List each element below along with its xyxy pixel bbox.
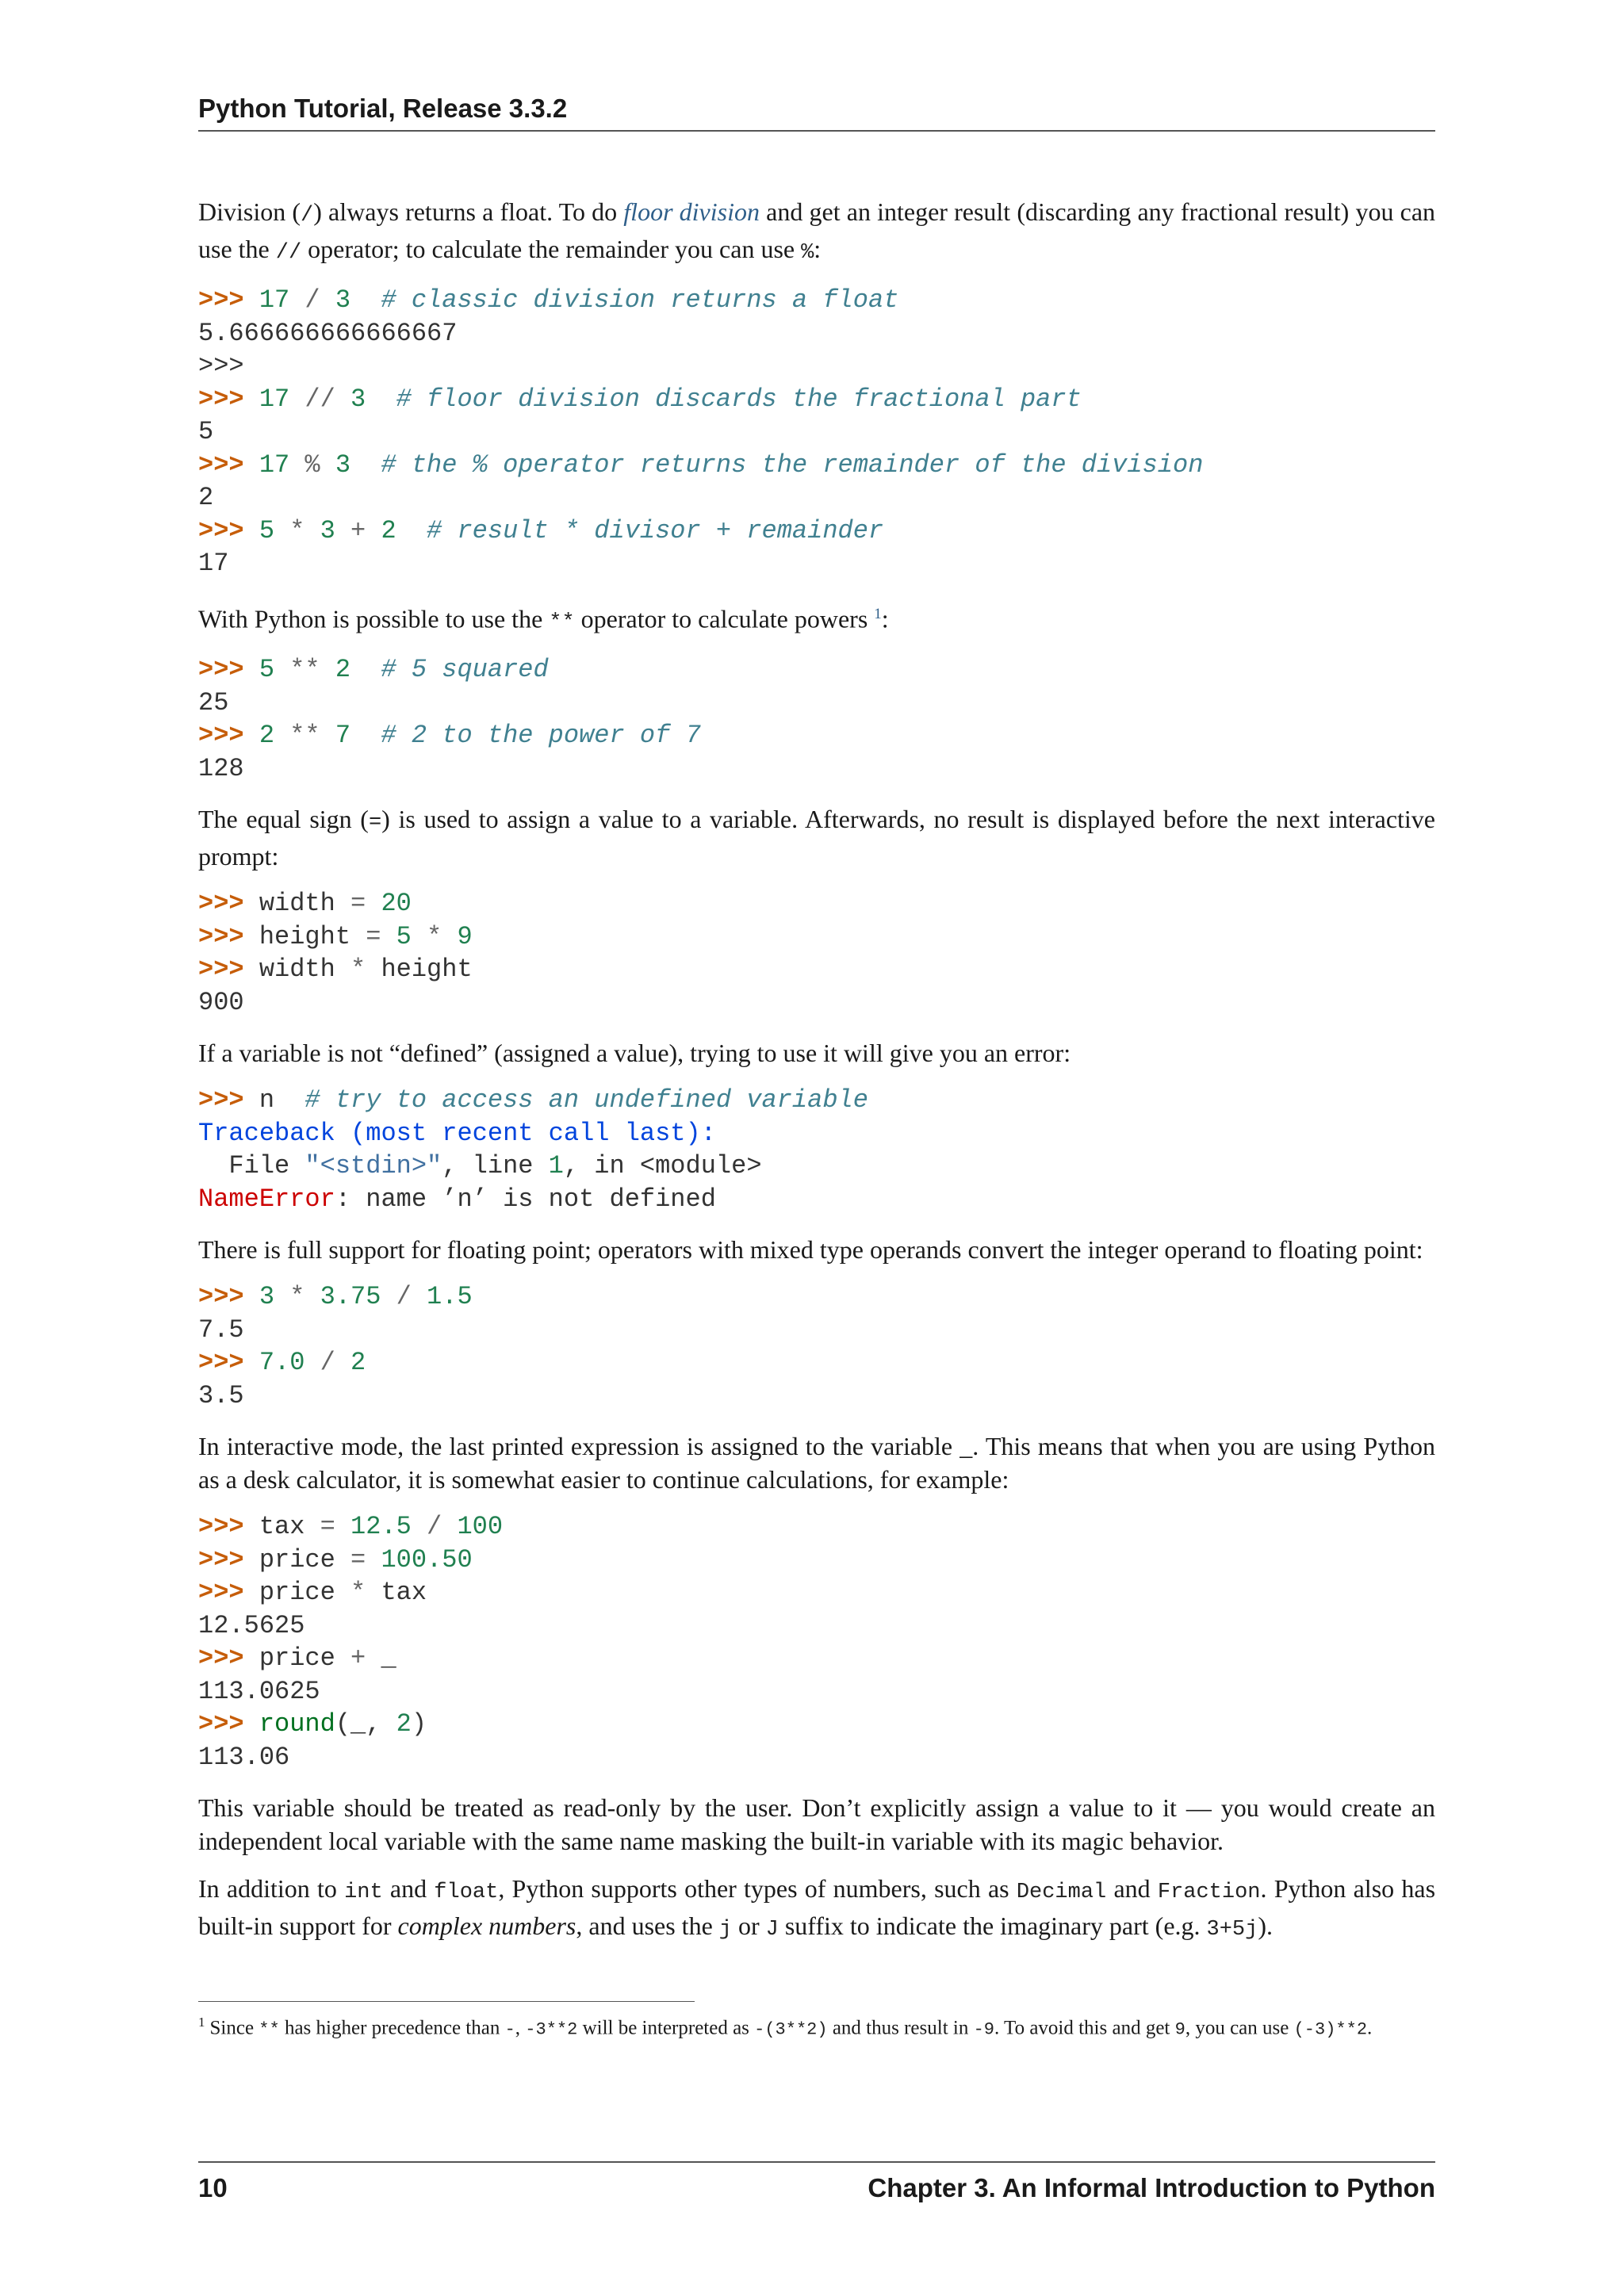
number: 3.75 (320, 1282, 381, 1312)
text: will be interpreted as (577, 2017, 755, 2039)
number: 100.50 (381, 1544, 473, 1575)
paragraph-interactive-mode (198, 1429, 1435, 1496)
text: has higher precedence than (279, 2017, 505, 2039)
number: 3 (259, 1282, 275, 1312)
paragraph-powers (198, 598, 1435, 640)
prompt: >>> (198, 384, 244, 414)
number: 3 (335, 285, 351, 315)
output: 3.5 (198, 1380, 244, 1410)
operator: * (289, 1282, 305, 1312)
text: ) (411, 1709, 427, 1739)
number: 9 (457, 921, 473, 951)
paragraph-division (198, 195, 1435, 270)
prompt: >>> (198, 721, 244, 751)
inline-code: = (368, 811, 382, 836)
number: 3 (320, 515, 335, 545)
number: 17 (259, 285, 290, 315)
chapter-title: Chapter 3. An Informal Introduction to Python (868, 2173, 1435, 2202)
inline-code: int (344, 1881, 383, 1905)
prompt: >>> (198, 1282, 244, 1312)
prompt: >>> (198, 1578, 244, 1608)
text: operator to calculate powers (574, 604, 875, 633)
comment: # try to access an undefined variable (304, 1085, 868, 1115)
text: and (1106, 1874, 1158, 1904)
inline-code: // (275, 241, 302, 265)
text: ) is used to assign a value to a variable. Afterwards, no result is displayed before the next interactive prompt: (198, 805, 1436, 871)
operator: = (366, 921, 381, 951)
prompt: >>> (198, 1709, 244, 1739)
output: 2 (198, 483, 214, 512)
string: "<stdin>" (304, 1151, 442, 1181)
inline-code: j (718, 1918, 732, 1942)
number: 2 (350, 1348, 366, 1378)
output: 12.5625 (198, 1610, 305, 1640)
prompt: >>> (198, 1085, 244, 1115)
text: , you can use (1185, 2017, 1294, 2039)
paragraph-floating-point (198, 1233, 1435, 1266)
text: Since (209, 2017, 259, 2039)
text: In addition to (198, 1874, 345, 1904)
number: 20 (381, 889, 412, 919)
number: 5 (396, 921, 412, 951)
text: If a variable is not “defined” (assigned a value), trying to use it will give you an error: (198, 1039, 1071, 1068)
number: 5 (259, 515, 275, 545)
number: 7 (335, 721, 351, 751)
footnote-number: 1 (198, 2015, 205, 2030)
number: 1 (548, 1151, 564, 1181)
text: . To avoid this and get (994, 2017, 1175, 2039)
inline-code: ** (549, 610, 575, 635)
identifier: tax (381, 1578, 427, 1608)
number: 100 (457, 1512, 504, 1542)
inline-code: / (301, 204, 314, 228)
exception-message: : name ’n’ is not defined (335, 1184, 716, 1214)
inline-code: J (765, 1918, 779, 1942)
code-block-assignment (198, 887, 1435, 1019)
output: 17 (198, 549, 229, 578)
inline-code: -3**2 (525, 2019, 578, 2040)
operator: = (350, 1544, 366, 1575)
output: 5 (198, 417, 214, 446)
comment: # 5 squared (381, 655, 549, 685)
text: : (881, 604, 889, 633)
operator: * (350, 955, 366, 985)
prompt: >>> (198, 450, 244, 480)
number: 1.5 (427, 1282, 473, 1312)
traceback-header: Traceback (most recent call last): (198, 1118, 716, 1148)
text: File (198, 1151, 305, 1181)
inline-code: Fraction (1157, 1881, 1261, 1905)
running-footer (198, 2161, 1435, 2206)
output: 7.5 (198, 1314, 244, 1345)
text: or (731, 1911, 766, 1941)
page-body (198, 195, 1435, 1961)
text: . Python also has built-in support for (198, 1874, 1436, 1941)
code-block-error (198, 1084, 1435, 1215)
text: suffix to indicate the imaginary part (e.g. (778, 1911, 1207, 1941)
identifier: height (259, 921, 351, 951)
inline-code: Decimal (1016, 1881, 1107, 1905)
identifier: height (381, 955, 473, 985)
text: , line (442, 1151, 549, 1181)
operator: / (396, 1282, 412, 1312)
output: 25 (198, 687, 229, 718)
inline-code: -(3**2) (754, 2019, 828, 2040)
number: 7.0 (259, 1348, 305, 1378)
comment: # floor division discards the fractional part (396, 384, 1082, 414)
identifier: n (259, 1085, 275, 1115)
output: 113.0625 (198, 1676, 320, 1706)
paragraph-undefined (198, 1036, 1435, 1070)
number: 3 (335, 450, 351, 480)
operator: / (427, 1512, 442, 1542)
number: 17 (259, 384, 290, 414)
prompt: >>> (198, 1644, 244, 1674)
output: 113.06 (198, 1742, 290, 1772)
comment: # classic division returns a float (381, 285, 899, 315)
text: This variable should be treated as read-only by the user. Don’t explicitly assign a value to it — you would create an independent local variable with the same name masking the built-in variable with its magic behavior. (198, 1793, 1435, 1856)
number: 5 (259, 655, 275, 685)
inline-code: float (434, 1881, 499, 1905)
page-number: 10 (198, 2173, 228, 2202)
prompt: >>> (198, 955, 244, 985)
text: With Python is possible to use the (198, 604, 550, 633)
operator: ** (289, 721, 320, 751)
identifier: tax (259, 1512, 305, 1542)
operator: = (320, 1512, 335, 1542)
number: 3 (350, 384, 366, 414)
operator: % (304, 450, 320, 480)
text: There is full support for floating point; operators with mixed type operands convert the integer operand to floating point: (198, 1235, 1423, 1265)
inline-code: 9 (1174, 2019, 1185, 2040)
paragraph-number-types (198, 1872, 1435, 1946)
text: , in <module> (563, 1151, 762, 1181)
text: ) always returns a float. To do (313, 197, 624, 226)
inline-code: - (504, 2019, 515, 2040)
operator: * (289, 515, 305, 545)
operator: / (320, 1348, 335, 1378)
code-block-calculator (198, 1510, 1435, 1774)
text: In interactive mode, the last printed expression is assigned to the variable _. This means that when you are using Python as a desk calculator, it is somewhat easier to continue calculations, for example: (198, 1432, 1435, 1494)
operator: + (350, 515, 366, 545)
footnote-reference[interactable]: 1 (874, 605, 882, 622)
text: and get an integer result (discarding any fractional result) you can use the (198, 197, 1436, 263)
paragraph-read-only (198, 1791, 1435, 1858)
text: ). (1258, 1911, 1273, 1941)
operator: + (350, 1644, 366, 1674)
identifier: width (259, 889, 335, 919)
prompt: >>> (198, 1512, 244, 1542)
text: , Python supports other types of numbers, such as (498, 1874, 1017, 1904)
code-block-float (198, 1280, 1435, 1412)
emphasis: complex numbers (397, 1911, 576, 1941)
operator: * (427, 921, 442, 951)
number: 12.5 (350, 1512, 412, 1542)
text: . (1367, 2017, 1373, 2039)
output: 900 (198, 987, 244, 1017)
number: 2 (259, 721, 275, 751)
inline-code: 3+5j (1206, 1918, 1258, 1942)
inline-code: ** (259, 2019, 280, 2040)
text: Division ( (198, 197, 301, 226)
text: The equal sign ( (198, 805, 369, 834)
identifier: _ (381, 1644, 396, 1674)
operator: ** (289, 655, 320, 685)
builtin-function: round (259, 1709, 335, 1739)
code-block-division (198, 284, 1435, 580)
output: 5.666666666666667 (198, 318, 458, 348)
exception-name: NameError (198, 1184, 335, 1214)
floor-division-link[interactable]: floor division (623, 197, 760, 226)
inline-code: (-3)**2 (1293, 2019, 1368, 2040)
comment: # 2 to the power of 7 (381, 721, 701, 751)
text: , (515, 2017, 526, 2039)
operator: = (350, 889, 366, 919)
paragraph-assignment (198, 802, 1435, 873)
identifier: price (259, 1578, 335, 1608)
identifier: price (259, 1644, 335, 1674)
footnote (198, 2009, 1435, 2043)
identifier: width (259, 955, 335, 985)
text: and (382, 1874, 435, 1904)
operator: / (304, 285, 320, 315)
prompt: >>> (198, 1544, 244, 1575)
prompt: >>> (198, 1348, 244, 1378)
text: : (814, 235, 822, 263)
number: 2 (381, 515, 396, 545)
identifier: price (259, 1544, 335, 1575)
comment: # the % operator returns the remainder of the division (381, 450, 1204, 480)
text: operator; to calculate the remainder you can use (301, 235, 802, 263)
text: , and uses the (576, 1911, 719, 1941)
text: (_, (335, 1709, 396, 1739)
inline-code: % (801, 241, 814, 265)
footnote-divider (198, 2001, 695, 2002)
prompt: >>> (198, 921, 244, 951)
blank-prompt: >>> (198, 351, 244, 381)
prompt: >>> (198, 515, 244, 545)
number: 2 (335, 655, 351, 685)
prompt: >>> (198, 655, 244, 685)
inline-code: -9 (973, 2019, 994, 2040)
text: and thus result in (827, 2017, 974, 2039)
prompt: >>> (198, 889, 244, 919)
running-header (198, 89, 1435, 132)
number: 2 (396, 1709, 412, 1739)
output: 128 (198, 753, 244, 783)
prompt: >>> (198, 285, 244, 315)
operator: // (304, 384, 335, 414)
header-title: Python Tutorial, Release 3.3.2 (198, 94, 568, 123)
comment: # result * divisor + remainder (427, 515, 884, 545)
number: 17 (259, 450, 290, 480)
code-block-powers (198, 653, 1435, 785)
operator: * (350, 1578, 366, 1608)
